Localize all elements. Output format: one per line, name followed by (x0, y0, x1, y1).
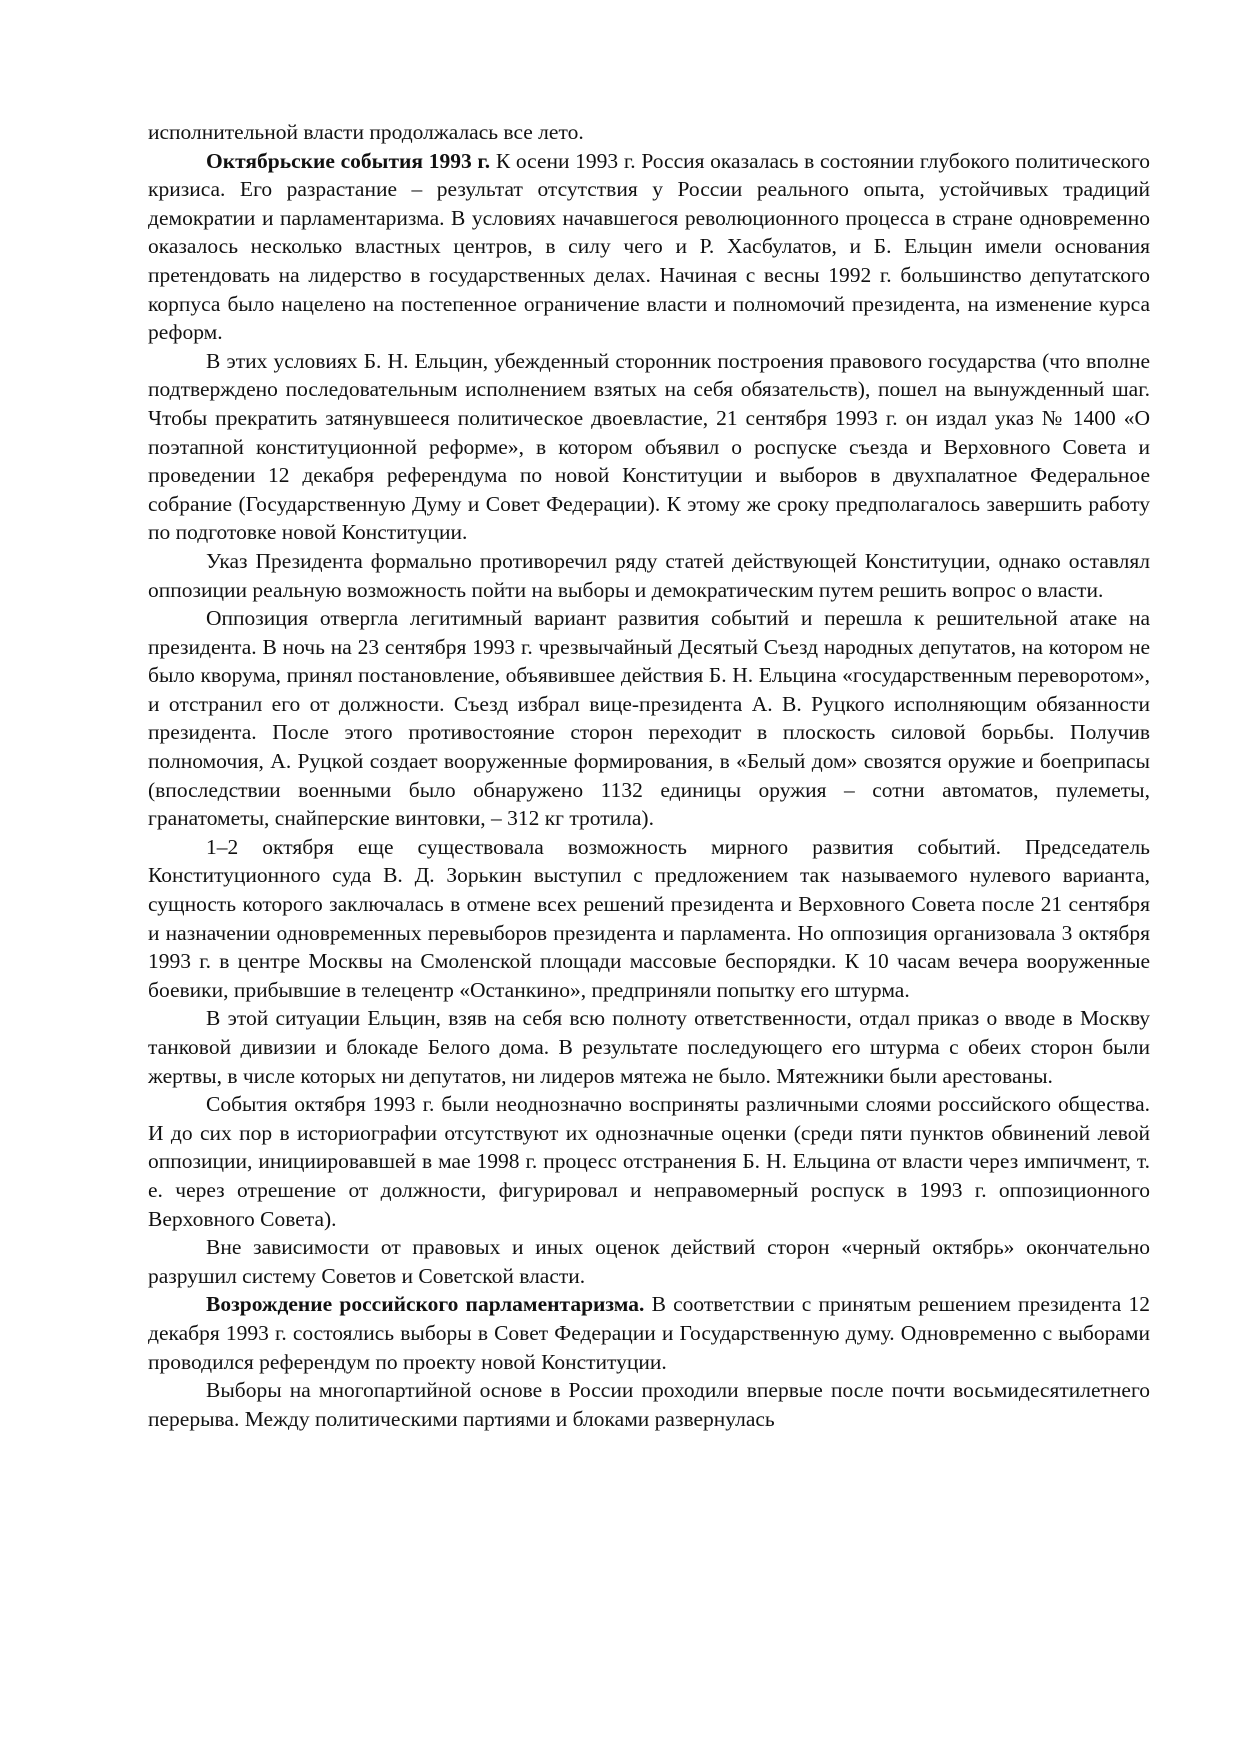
paragraph-2-text: К осени 1993 г. Россия оказалась в состоянии глубокого политического кризиса. Его разрастание – результат отсутствия у России реального опыта, устойчивых традиций демократии и парламентаризма. В условиях начавшегося революционного процесса в стране одновременно оказалось несколько властных центров, в силу чего и Р. Хасбулатов, и Б. Ельцин имели основания претендовать на лидерство в государственных делах. Начиная с весны 1992 г. большинство депутатского корпуса было нацелено на постепенное ограничение власти и полномочий президента, на изменение курса реформ. (148, 148, 1150, 345)
paragraph-6-text: 1–2 октября еще существовала возможность мирного развития событий. Председатель Конституционного суда В. Д. Зорькин выступил с предложением так называемого нулевого варианта, сущность которого заключалась в отмене всех решений президента и Верховного Совета после 21 сентября и назначении одновременных перевыборов президента и парламента. Но оппозиция организовала 3 октября 1993 г. в центре Москвы на Смоленской площади массовые беспорядки. К 10 часам вечера вооруженные боевики, прибывшие в телецентр «Останкино», предприняли попытку его штурма. (148, 834, 1150, 1002)
section-heading-parliamentarism: Возрождение российского парламентаризма. (206, 1292, 645, 1317)
paragraph-5-text: Оппозиция отвергла легитимный вариант развития событий и перешла к решительной атаке на президента. В ночь на 23 сентября 1993 г. чрезвычайный Десятый Съезд народных депутатов, на котором не было кворума, принял постановление, объявившее действия Б. Н. Ельцина «государственным переворотом», и отстранил его от должности. Съезд избрал вице-президента А. В. Руцкого исполняющим обязанности президента. После этого противостояние сторон переходит в плоскость силовой борьбы. Получив полномочия, А. Руцкой создает вооруженные формирования, в «Белый дом» свозятся оружие и боеприпасы (впоследствии военными было обнаружено 1132 единицы оружия – сотни автоматов, пулеметы, гранатометы, снайперские винтовки, – 312 кг тротила). (148, 606, 1150, 831)
paragraph-1 (148, 118, 1150, 147)
paragraph-9-text: Вне зависимости от правовых и иных оценок действий сторон «черный октябрь» окончательно разрушил систему Советов и Советской власти. (148, 1235, 1150, 1288)
paragraph-11 (148, 1376, 1150, 1433)
paragraph-7 (148, 1004, 1150, 1090)
document-page (148, 118, 1150, 1433)
paragraph-6 (148, 833, 1150, 1005)
paragraph-4 (148, 547, 1150, 604)
paragraph-7-text: В этой ситуации Ельцин, взяв на себя всю полноту ответственности, отдал приказ о вводе в Москву танковой дивизии и блокаде Белого дома. В результате последующего его штурма с обеих сторон были жертвы, в числе которых ни депутатов, ни лидеров мятежа не было. Мятежники были арестованы. (148, 1006, 1150, 1088)
paragraph-8-text: События октября 1993 г. были неоднозначно восприняты различными слоями российского общества. И до сих пор в историографии отсутствуют их однозначные оценки (среди пяти пунктов обвинений левой оппозиции, инициировавшей в мае 1998 г. процесс отстранения Б. Н. Ельцина от власти через импичмент, т. е. через отрешение от должности, фигурировал и неправомерный роспуск в 1993 г. оппозиционного Верховного Совета). (148, 1092, 1150, 1231)
paragraph-4-text: Указ Президента формально противоречил ряду статей действующей Конституции, однако оставлял оппозиции реальную возможность пойти на выборы и демократическим путем решить вопрос о власти. (148, 548, 1150, 602)
paragraph-3 (148, 347, 1150, 547)
paragraph-8 (148, 1090, 1150, 1233)
paragraph-11-text: Выборы на многопартийной основе в России проходили впервые после почти восьмидесятилетнего перерыва. Между политическими партиями и блоками развернулась (148, 1378, 1150, 1431)
section-heading-october-events: Октябрьские события 1993 г. (206, 148, 491, 173)
paragraph-5 (148, 604, 1150, 833)
paragraph-10-text: В соответствии с принятым решением президента 12 декабря 1993 г. состоялись выборы в Совет Федерации и Государственную думу. Одновременно с выборами проводился референдум по проекту новой Конституции. (148, 1292, 1150, 1374)
paragraph-10 (148, 1290, 1150, 1376)
paragraph-9 (148, 1233, 1150, 1290)
paragraph-1-text: исполнительной власти продолжалась все лето. (148, 120, 584, 144)
paragraph-3-text: В этих условиях Б. Н. Ельцин, убежденный сторонник построения правового государства (что вполне подтверждено последовательным исполнением взятых на себя обязательств), пошел на вынужденный шаг. Чтобы прекратить затянувшееся политическое двоевластие, 21 сентября 1993 г. он издал указ № 1400 «О поэтапной конституционной реформе», в котором объявил о роспуске съезда и Верховного Совета и проведении 12 декабря референдума по новой Конституции и выборов в двухпалатное Федеральное собрание (Государственную Думу и Совет Федерации). К этому же сроку предполагалось завершить работу по подготовке новой Конституции. (148, 348, 1150, 545)
paragraph-2 (148, 147, 1150, 347)
